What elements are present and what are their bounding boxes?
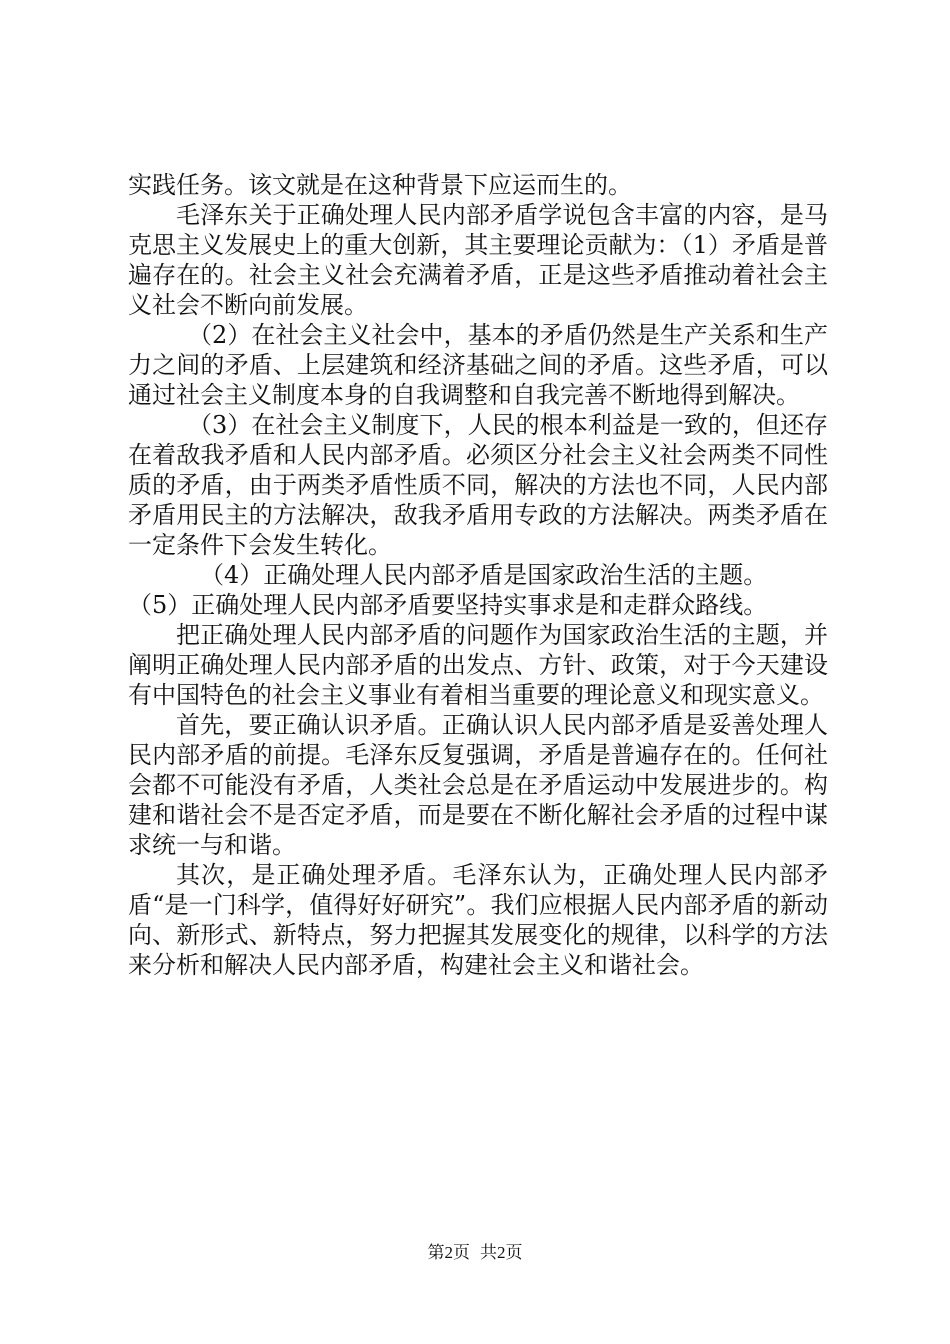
page-total: 共2页 (480, 1243, 523, 1262)
page-number: 第2页 (427, 1243, 470, 1262)
paragraph-4: （3）在社会主义制度下，人民的根本利益是一致的，但还存在着敌我矛盾和人民内部矛盾。必须区分社会主义社会两类不同性质的矛盾，由于两类矛盾性质不同，解决的方法也不同，人民内部矛盾用民主的方法解决，敌我矛盾用专政的方法解决。两类矛盾在一定条件下会发生转化。 (128, 411, 828, 559)
document-body (128, 170, 828, 980)
paragraph-9: 其次，是正确处理矛盾。毛泽东认为，正确处理人民内部矛盾“是一门科学，值得好好研究”。我们应根据人民内部矛盾的新动向、新形式、新特点，努力把握其发展变化的规律，以科学的方法来分析和解决人民内部矛盾，构建社会主义和谐社会。 (128, 861, 828, 979)
paragraph-8: 首先，要正确认识矛盾。正确认识人民内部矛盾是妥善处理人民内部矛盾的前提。毛泽东反复强调，矛盾是普遍存在的。任何社会都不可能没有矛盾，人类社会总是在矛盾运动中发展进步的。构建和谐社会不是否定矛盾，而是要在不断化解社会矛盾的过程中谋求统一与和谐。 (128, 711, 828, 859)
paragraph-2: 毛泽东关于正确处理人民内部矛盾学说包含丰富的内容，是马克思主义发展史上的重大创新，其主要理论贡献为：（1）矛盾是普遍存在的。社会主义社会充满着矛盾，正是这些矛盾推动着社会主义社会不断向前发展。 (128, 201, 828, 319)
paragraph-3: （2）在社会主义社会中，基本的矛盾仍然是生产关系和生产力之间的矛盾、上层建筑和经济基础之间的矛盾。这些矛盾，可以通过社会主义制度本身的自我调整和自我完善不断地得到解决。 (128, 321, 828, 409)
paragraph-7: 把正确处理人民内部矛盾的问题作为国家政治生活的主题，并阐明正确处理人民内部矛盾的出发点、方针、政策，对于今天建设有中国特色的社会主义事业有着相当重要的理论意义和现实意义。 (128, 621, 828, 709)
paragraph-6: （5）正确处理人民内部矛盾要坚持实事求是和走群众路线。 (128, 591, 768, 619)
paragraph-1: 实践任务。该文就是在这种背景下应运而生的。 (128, 171, 632, 199)
paragraph-5: （4）正确处理人民内部矛盾是国家政治生活的主题。 (200, 561, 768, 589)
page-footer (0, 1242, 950, 1264)
